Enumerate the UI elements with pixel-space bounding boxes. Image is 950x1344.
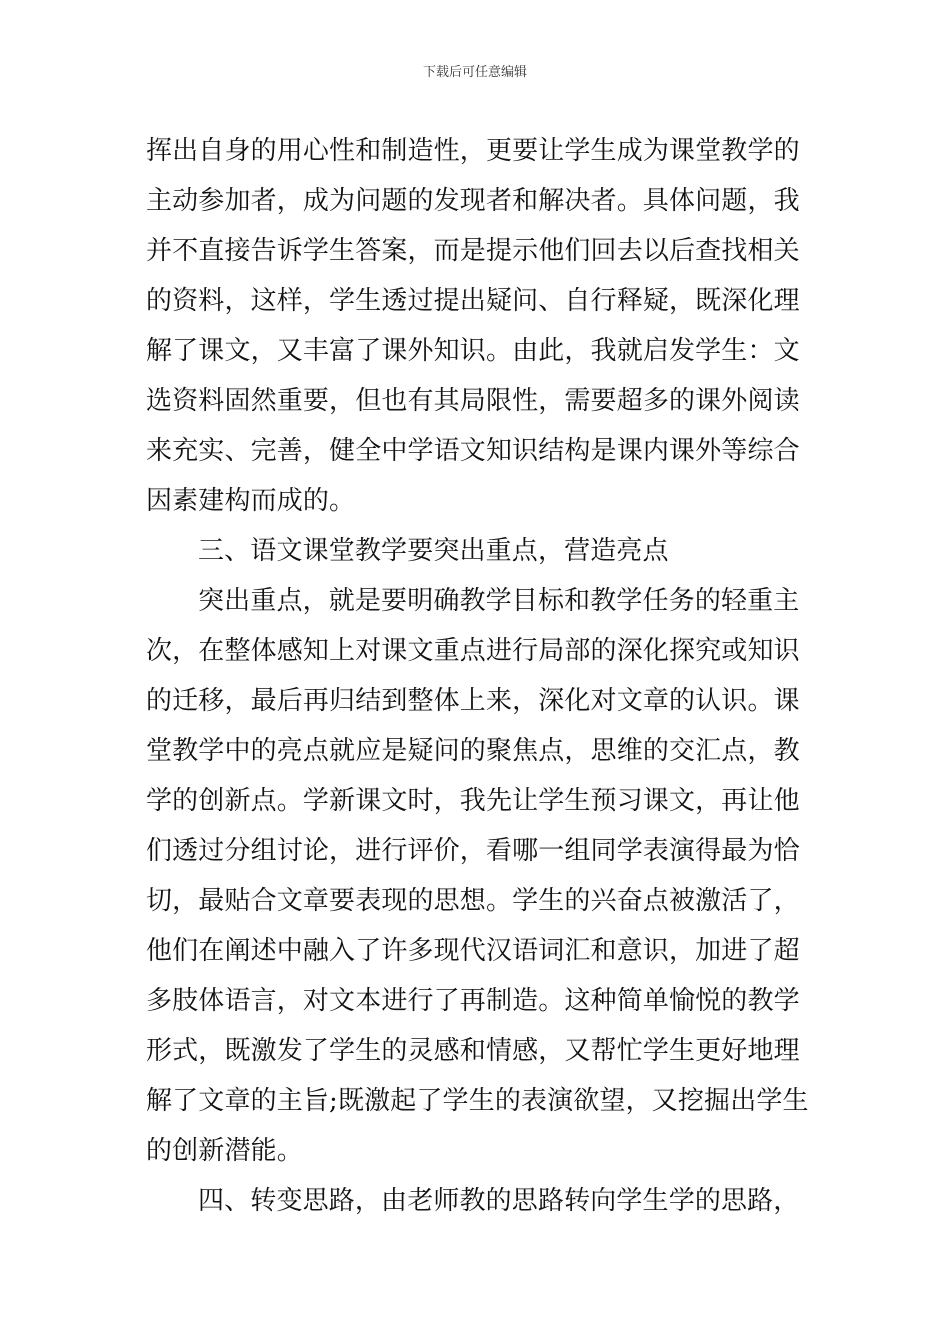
text-line: 他们在阐述中融入了许多现代汉语词汇和意识，加进了超 — [146, 936, 800, 966]
text-line: 选资料固然重要，但也有其局限性，需要超多的课外阅读 — [146, 386, 800, 416]
text-line: 三、语文课堂教学要突出重点，营造亮点 — [198, 536, 669, 566]
text-line: 次，在整体感知上对课文重点进行局部的深化探究或知识 — [146, 636, 800, 666]
page-header: 下载后可任意编辑 — [422, 65, 527, 80]
text-line: 主动参加者，成为问题的发现者和解决者。具体问题，我 — [146, 186, 800, 216]
text-line: 切，最贴合文章要表现的思想。学生的兴奋点被激活了， — [146, 886, 800, 916]
text-line: 解了课文，又丰富了课外知识。由此，我就启发学生：文 — [146, 336, 800, 366]
text-line: 解了文章的主旨;既激起了学生的表演欲望，又挖掘出学生 — [146, 1086, 809, 1116]
text-line: 堂教学中的亮点就应是疑问的聚焦点，思维的交汇点，教 — [146, 736, 800, 766]
text-line: 多肢体语言，对文本进行了再制造。这种简单愉悦的教学 — [146, 986, 800, 1016]
text-line: 来充实、完善，健全中学语文知识结构是课内课外等综合 — [146, 436, 800, 466]
text-line: 们透过分组讨论，进行评价，看哪一组同学表演得最为恰 — [146, 836, 800, 866]
text-line: 形式，既激发了学生的灵感和情感，又帮忙学生更好地理 — [146, 1036, 800, 1066]
text-line: 挥出自身的用心性和制造性，更要让学生成为课堂教学的 — [146, 136, 800, 166]
text-line: 的创新潜能。 — [146, 1136, 303, 1166]
text-line: 因素建构而成的。 — [146, 486, 356, 516]
text-line: 突出重点，就是要明确教学目标和教学任务的轻重主 — [198, 586, 800, 616]
text-line: 的资料，这样，学生透过提出疑问、自行释疑，既深化理 — [146, 286, 800, 316]
text-line: 四、转变思路，由老师教的思路转向学生学的思路， — [198, 1186, 800, 1216]
document-body — [146, 126, 808, 1226]
text-line: 并不直接告诉学生答案，而是提示他们回去以后查找相关 — [146, 236, 800, 266]
text-line: 学的创新点。学新课文时，我先让学生预习课文，再让他 — [146, 786, 800, 816]
text-line: 的迁移，最后再归结到整体上来，深化对文章的认识。课 — [146, 686, 800, 716]
